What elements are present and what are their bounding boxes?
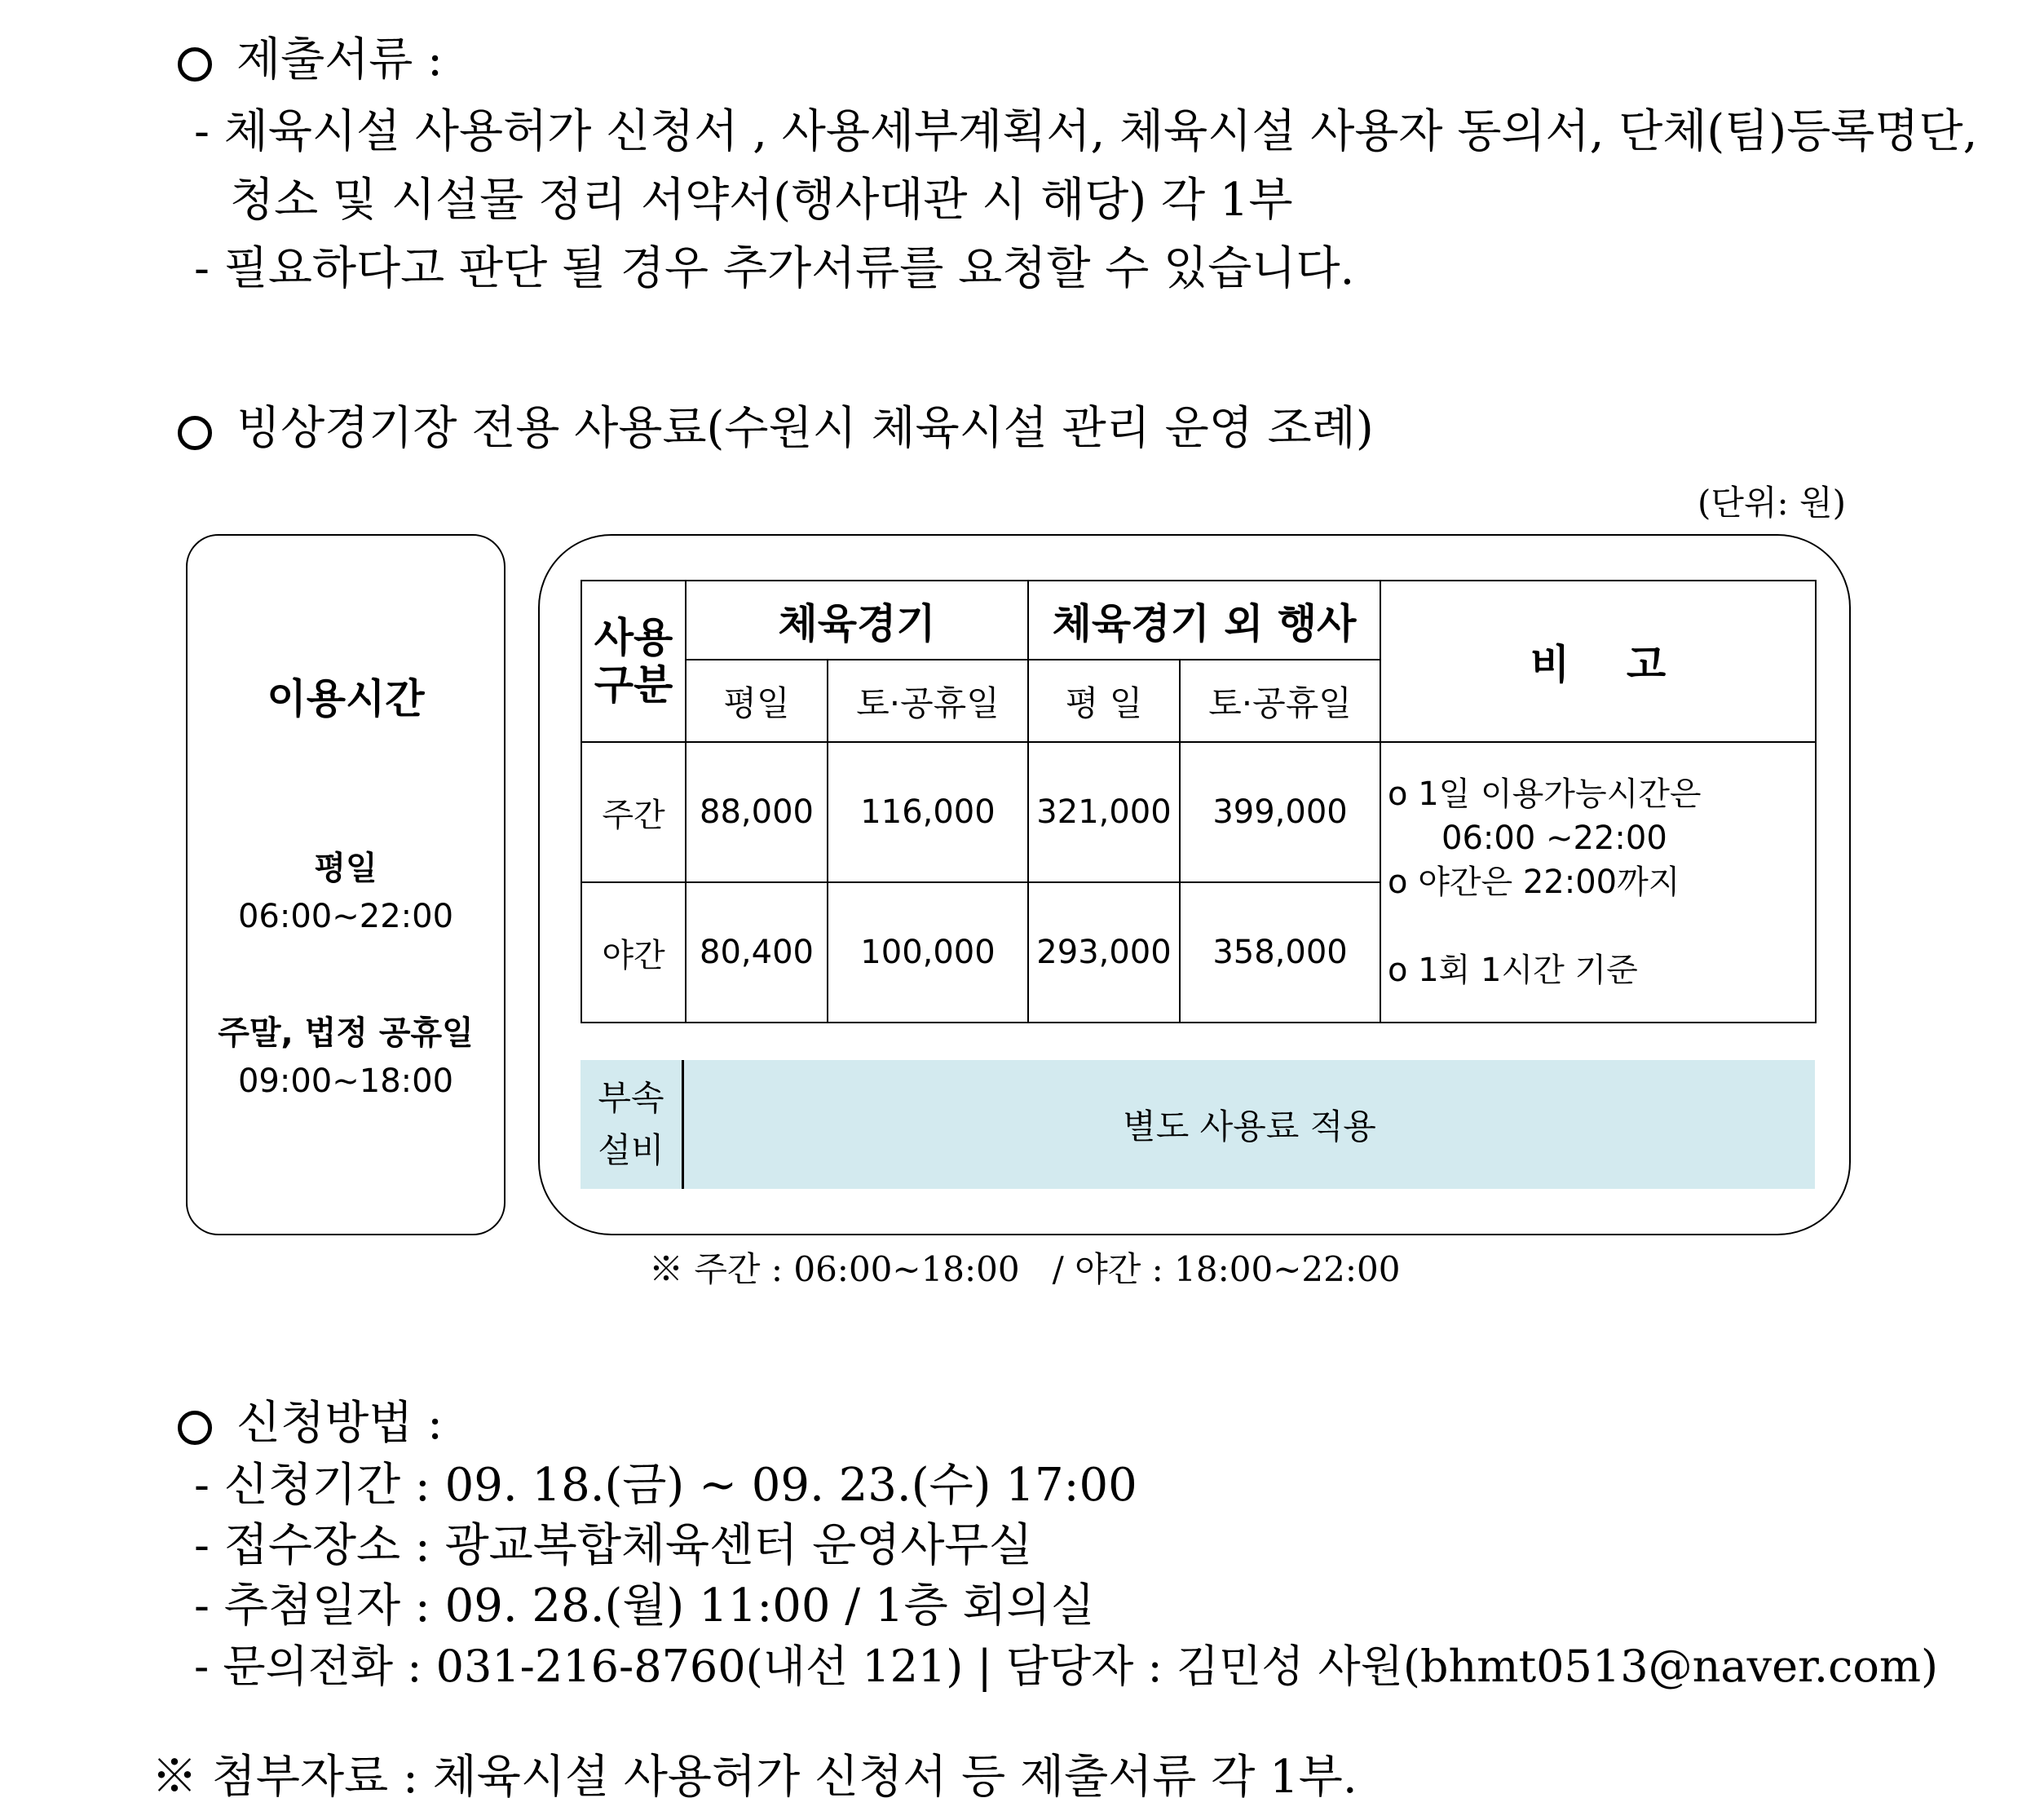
remark-line-4: o 1회 1시간 기준 bbox=[1388, 952, 1638, 989]
bullet-circle-icon bbox=[178, 47, 212, 82]
bullet-circle-icon bbox=[178, 416, 212, 450]
row-label: 주간 bbox=[581, 742, 686, 882]
fee-cell: 399,000 bbox=[1180, 742, 1380, 882]
extra-label-line-2: 설비 bbox=[598, 1130, 664, 1170]
group-event-header: 체육경기 외 행사 bbox=[1028, 581, 1380, 660]
group-sports-header: 체육경기 bbox=[686, 581, 1028, 660]
remark-cell bbox=[1380, 742, 1816, 1023]
remark-line-2: 06:00 ~22:00 bbox=[1441, 819, 1667, 857]
sub-weekday-2: 평 일 bbox=[1028, 660, 1180, 742]
weekend-time: 09:00~18:00 bbox=[237, 1062, 454, 1100]
hours-title: 이용시간 bbox=[267, 675, 425, 722]
apply-draw: - 추첨일자 : 09. 28.(월) 11:00 / 1층 회의실 bbox=[194, 1579, 1095, 1632]
apply-contact: - 문의전화 : 031-216-8760(내선 121) | 담당자 : 김민성 사원(bhmt0513@naver.com) bbox=[194, 1641, 1939, 1692]
extra-value: 별도 사용료 적용 bbox=[1123, 1107, 1376, 1146]
fee-table bbox=[581, 580, 1817, 1023]
sub-holiday: 토·공휴일 bbox=[828, 660, 1028, 742]
remark-line-3: o 야간은 22:00까지 bbox=[1388, 864, 1680, 901]
unit-label: (단위: 원) bbox=[1698, 483, 1846, 523]
sub-weekday: 평일 bbox=[686, 660, 828, 742]
remark-line-1: o 1일 이용가능시간은 bbox=[1388, 775, 1702, 813]
apply-period: - 신청기간 : 09. 18.(금) ~ 09. 23.(수) 17:00 bbox=[194, 1459, 1137, 1512]
weekend-label: 주말, 법정 공휴일 bbox=[218, 1014, 474, 1052]
fee-cell: 80,400 bbox=[686, 882, 828, 1023]
documents-line-2: 청소 및 시설물 정리 서약서(행사대관 시 해당) 각 1부 bbox=[230, 174, 1293, 227]
remark-header: 비 고 bbox=[1380, 581, 1816, 742]
apply-title: 신청방법 : bbox=[236, 1397, 444, 1450]
time-note: ※ 주간 : 06:00~18:00 / 야간 : 18:00~22:00 bbox=[649, 1249, 1401, 1289]
weekday-label: 평일 bbox=[314, 850, 377, 887]
fee-cell: 100,000 bbox=[828, 882, 1028, 1023]
extra-facility-row bbox=[581, 1060, 1815, 1189]
fee-cell: 88,000 bbox=[686, 742, 828, 882]
extra-label-line-1: 부속 bbox=[598, 1078, 664, 1118]
documents-line-1: - 체육시설 사용허가 신청서 , 사용세부계획서, 체육시설 사용자 동의서, 단체(팀)등록명단, bbox=[194, 105, 1978, 158]
col-type-header: 사용 구분 bbox=[581, 581, 686, 742]
apply-place: - 접수장소 : 광교복합체육센터 운영사무실 bbox=[194, 1519, 1033, 1572]
attachment-note: ※ 첨부자료 : 체육시설 사용허가 신청서 등 제출서류 각 1부. bbox=[152, 1751, 1358, 1804]
fee-cell: 116,000 bbox=[828, 742, 1028, 882]
bullet-circle-icon bbox=[178, 1411, 212, 1445]
hours-box bbox=[186, 534, 506, 1235]
table-row bbox=[581, 742, 1816, 882]
documents-title: 제출서류 : bbox=[236, 33, 444, 86]
fee-cell: 293,000 bbox=[1028, 882, 1180, 1023]
fee-title: 빙상경기장 전용 사용료(수원시 체육시설 관리 운영 조례) bbox=[236, 402, 1374, 455]
fee-cell: 321,000 bbox=[1028, 742, 1180, 882]
sub-holiday-2: 토·공휴일 bbox=[1180, 660, 1380, 742]
row-label: 야간 bbox=[581, 882, 686, 1023]
extra-label bbox=[581, 1060, 684, 1189]
fee-cell: 358,000 bbox=[1180, 882, 1380, 1023]
documents-line-3: - 필요하다고 판단 될 경우 추가서류를 요청할 수 있습니다. bbox=[194, 242, 1355, 295]
weekday-time: 06:00~22:00 bbox=[237, 898, 454, 935]
